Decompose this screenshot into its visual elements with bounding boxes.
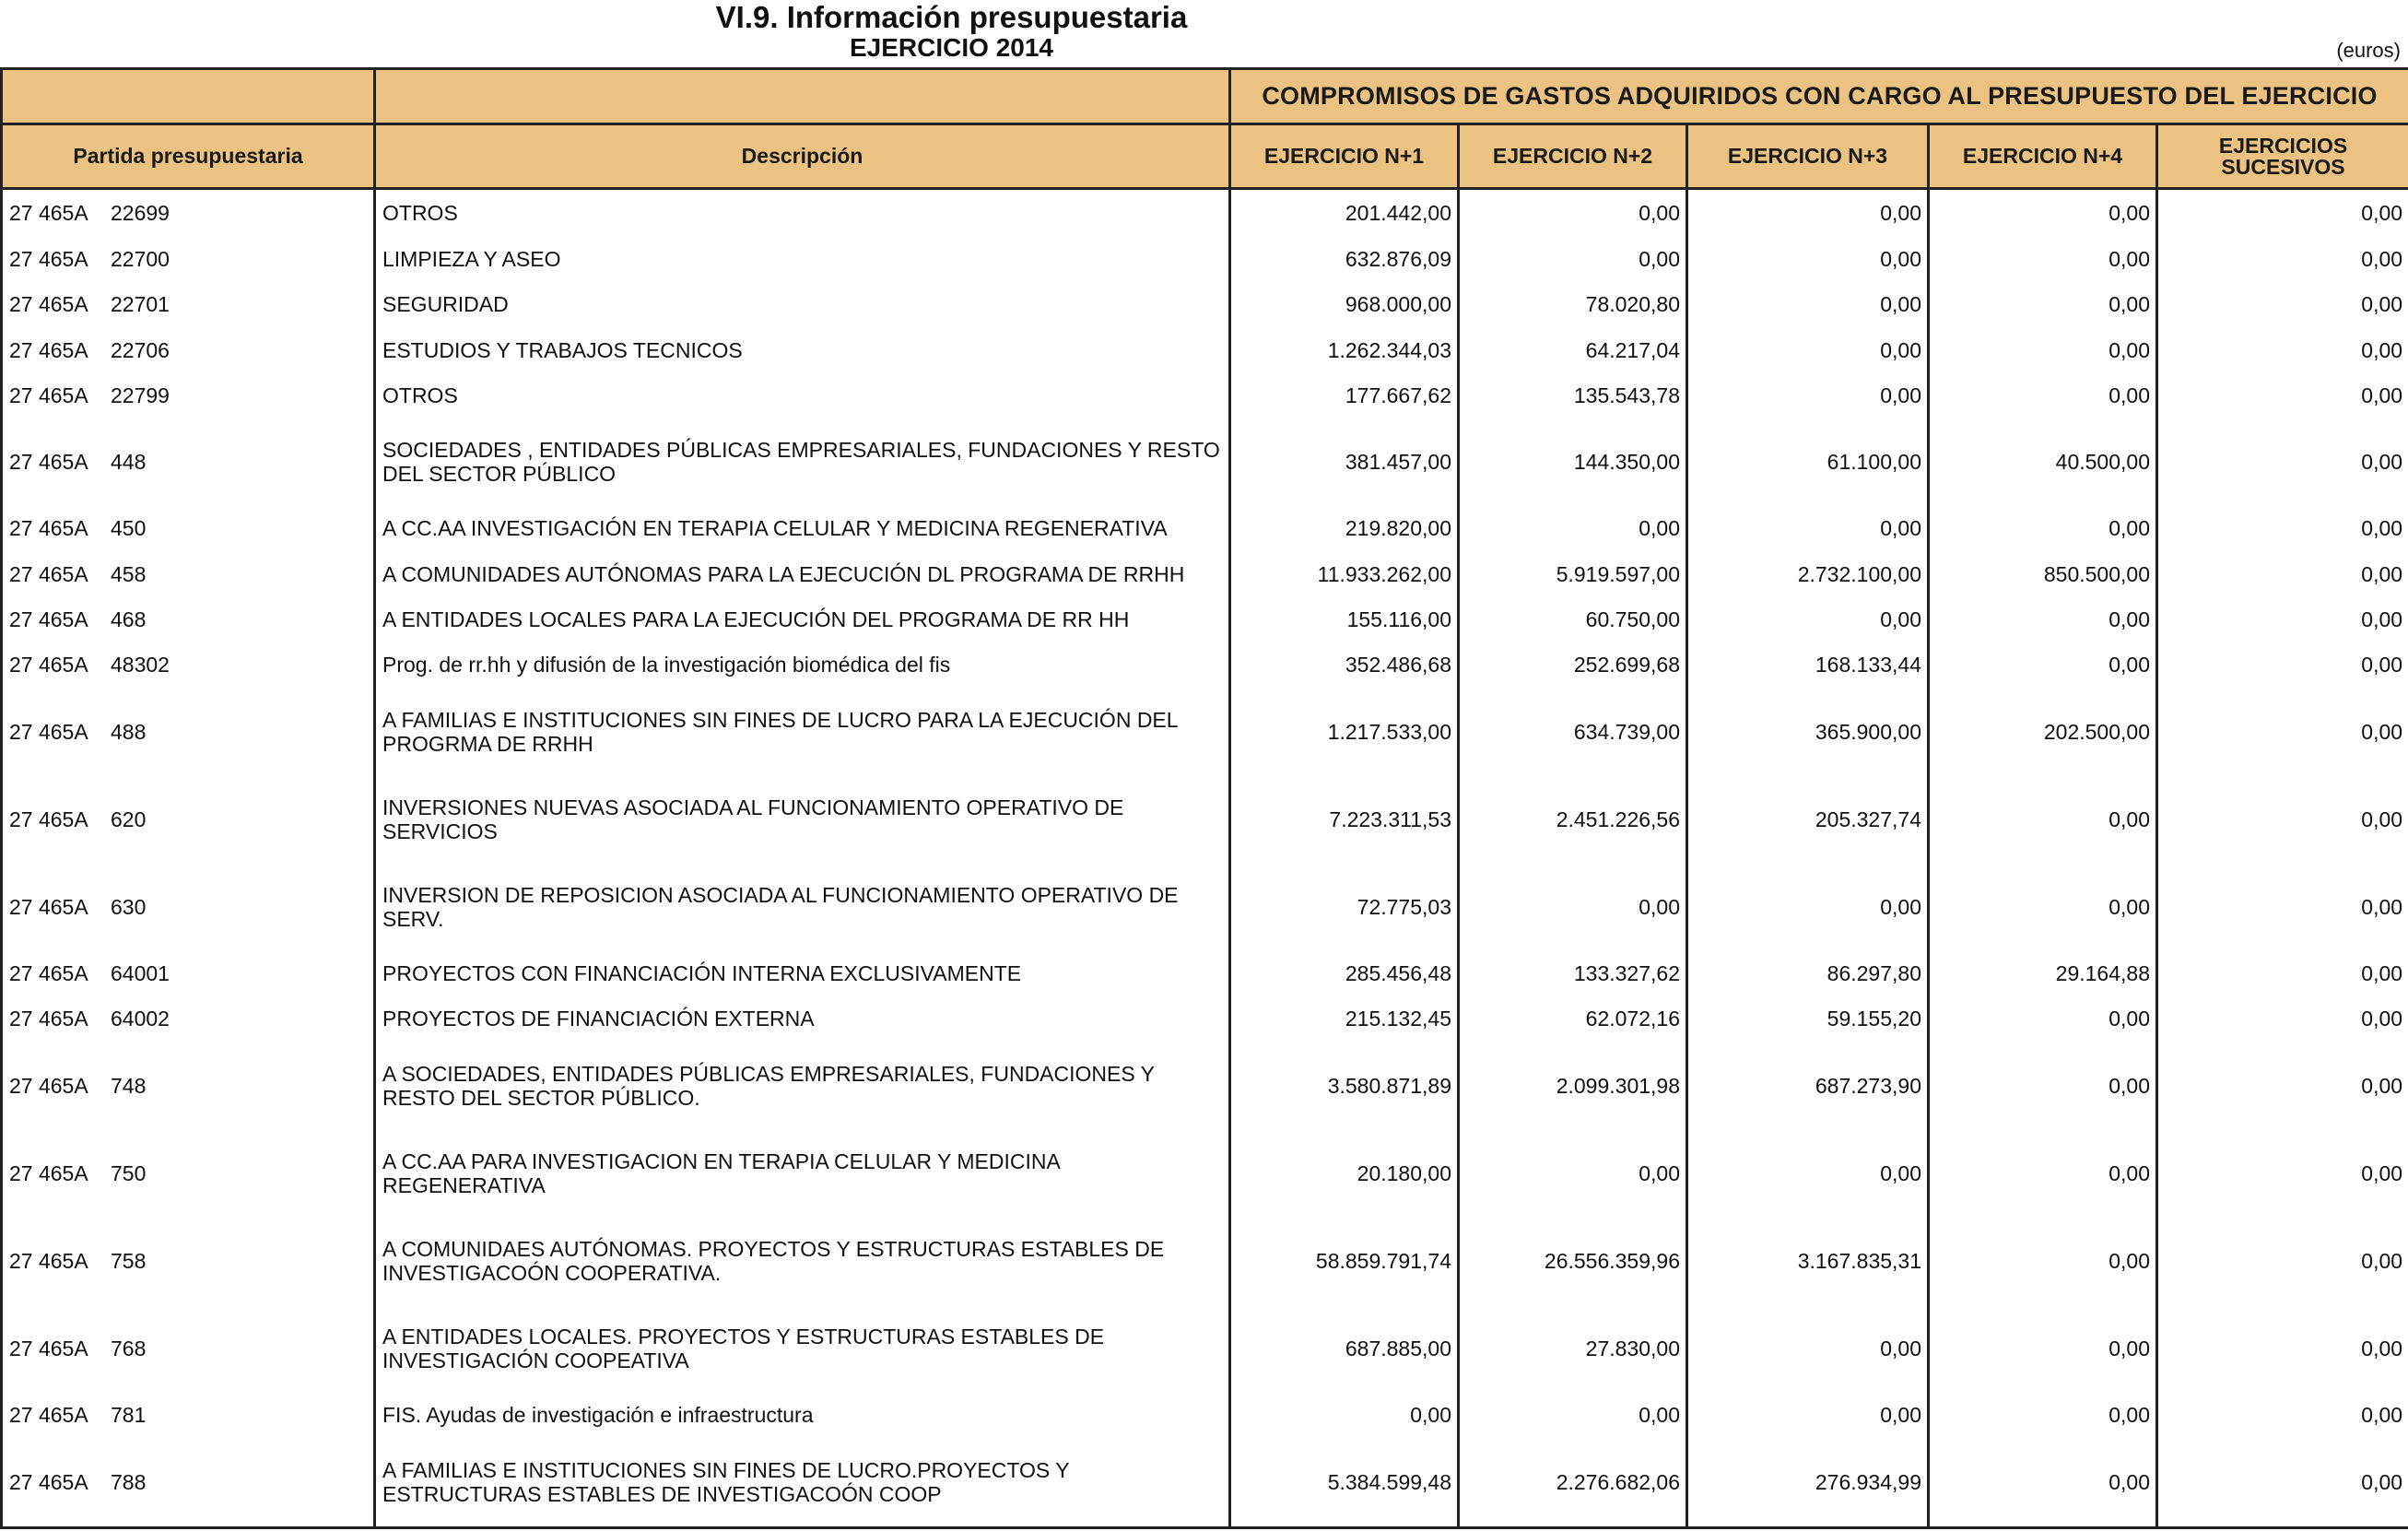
cell-partida: 27 465A 450 bbox=[2, 506, 375, 551]
cell-ejercicios-sucesivos: 0,00 bbox=[2157, 506, 2408, 551]
cell-ejercicio-n2: 2.099.301,98 bbox=[1459, 1042, 1687, 1129]
cell-ejercicio-n4: 202.500,00 bbox=[1929, 688, 2157, 775]
cell-partida: 27 465A 48302 bbox=[2, 642, 375, 688]
cell-ejercicio-n3: 2.732.100,00 bbox=[1687, 551, 1929, 596]
cell-descripcion: PROYECTOS CON FINANCIACIÓN INTERNA EXCLUSIVAMENTE bbox=[375, 950, 1230, 995]
cell-ejercicio-n2: 64.217,04 bbox=[1459, 327, 1687, 372]
cell-ejercicio-n1: 968.000,00 bbox=[1230, 282, 1459, 327]
cell-descripcion: A ENTIDADES LOCALES PARA LA EJECUCIÓN DEL PROGRAMA DE RR HH bbox=[375, 596, 1230, 642]
cell-ejercicios-sucesivos: 0,00 bbox=[2157, 418, 2408, 506]
cell-partida: 27 465A 22706 bbox=[2, 327, 375, 372]
table-row bbox=[2, 775, 2408, 863]
cell-ejercicio-n3: 0,00 bbox=[1687, 1304, 1929, 1392]
cell-partida: 27 465A 630 bbox=[2, 863, 375, 950]
cell-descripcion: A FAMILIAS E INSTITUCIONES SIN FINES DE LUCRO PARA LA EJECUCIÓN DEL PROGRMA DE RRHH bbox=[375, 688, 1230, 775]
cell-ejercicio-n3: 205.327,74 bbox=[1687, 775, 1929, 863]
cell-ejercicio-n1: 0,00 bbox=[1230, 1392, 1459, 1437]
cell-ejercicio-n3: 0,00 bbox=[1687, 506, 1929, 551]
table-row bbox=[2, 189, 2408, 237]
cell-ejercicio-n1: 1.262.344,03 bbox=[1230, 327, 1459, 372]
cell-ejercicio-n4: 0,00 bbox=[1929, 1392, 2157, 1437]
cell-ejercicio-n2: 0,00 bbox=[1459, 236, 1687, 281]
page-title: VI.9. Información presupuestaria bbox=[715, 0, 1188, 34]
table-row bbox=[2, 1304, 2408, 1392]
cell-partida: 27 465A 64001 bbox=[2, 950, 375, 995]
table-row bbox=[2, 950, 2408, 995]
cell-descripcion: OTROS bbox=[375, 372, 1230, 418]
group-header: COMPROMISOS DE GASTOS ADQUIRIDOS CON CARGO AL PRESUPUESTO DEL EJERCICIO bbox=[1230, 69, 2408, 124]
cell-partida: 27 465A 22701 bbox=[2, 282, 375, 327]
cell-ejercicio-n4: 0,00 bbox=[1929, 372, 2157, 418]
cell-ejercicio-n2: 0,00 bbox=[1459, 863, 1687, 950]
cell-ejercicio-n1: 3.580.871,89 bbox=[1230, 1042, 1459, 1129]
cell-ejercicio-n4: 850.500,00 bbox=[1929, 551, 2157, 596]
cell-ejercicios-sucesivos: 0,00 bbox=[2157, 596, 2408, 642]
cell-partida: 27 465A 781 bbox=[2, 1392, 375, 1437]
cell-ejercicio-n4: 0,00 bbox=[1929, 775, 2157, 863]
table-row bbox=[2, 1217, 2408, 1304]
table-row bbox=[2, 642, 2408, 688]
blank-header-cell bbox=[375, 69, 1230, 124]
table-row bbox=[2, 1438, 2408, 1528]
cell-ejercicio-n1: 7.223.311,53 bbox=[1230, 775, 1459, 863]
col-header-n4: EJERCICIO N+4 bbox=[1929, 124, 2157, 189]
cell-descripcion: A SOCIEDADES, ENTIDADES PÚBLICAS EMPRESARIALES, FUNDACIONES Y RESTO DEL SECTOR PÚBLICO. bbox=[375, 1042, 1230, 1129]
cell-partida: 27 465A 488 bbox=[2, 688, 375, 775]
cell-partida: 27 465A 448 bbox=[2, 418, 375, 506]
cell-ejercicio-n3: 0,00 bbox=[1687, 327, 1929, 372]
col-header-sucesivos: EJERCICIOS SUCESIVOS bbox=[2157, 124, 2408, 189]
budget-table bbox=[0, 67, 2408, 1529]
cell-ejercicio-n4: 0,00 bbox=[1929, 1217, 2157, 1304]
cell-descripcion: SOCIEDADES , ENTIDADES PÚBLICAS EMPRESARIALES, FUNDACIONES Y RESTO DEL SECTOR PÚBLICO bbox=[375, 418, 1230, 506]
cell-partida: 27 465A 788 bbox=[2, 1438, 375, 1528]
cell-ejercicio-n4: 0,00 bbox=[1929, 189, 2157, 237]
cell-descripcion: OTROS bbox=[375, 189, 1230, 237]
cell-partida: 27 465A 620 bbox=[2, 775, 375, 863]
table-row bbox=[2, 863, 2408, 950]
cell-ejercicio-n2: 5.919.597,00 bbox=[1459, 551, 1687, 596]
cell-ejercicio-n2: 0,00 bbox=[1459, 1392, 1687, 1437]
cell-ejercicios-sucesivos: 0,00 bbox=[2157, 372, 2408, 418]
cell-partida: 27 465A 22799 bbox=[2, 372, 375, 418]
cell-ejercicios-sucesivos: 0,00 bbox=[2157, 863, 2408, 950]
cell-ejercicios-sucesivos: 0,00 bbox=[2157, 1042, 2408, 1129]
table-row bbox=[2, 506, 2408, 551]
cell-descripcion: A COMUNIDADES AUTÓNOMAS PARA LA EJECUCIÓN DL PROGRAMA DE RRHH bbox=[375, 551, 1230, 596]
cell-ejercicio-n4: 0,00 bbox=[1929, 282, 2157, 327]
table-row bbox=[2, 1129, 2408, 1217]
cell-partida: 27 465A 22700 bbox=[2, 236, 375, 281]
cell-ejercicio-n1: 687.885,00 bbox=[1230, 1304, 1459, 1392]
cell-ejercicio-n3: 0,00 bbox=[1687, 189, 1929, 237]
table-row bbox=[2, 327, 2408, 372]
cell-ejercicio-n3: 0,00 bbox=[1687, 596, 1929, 642]
table-row bbox=[2, 596, 2408, 642]
cell-ejercicio-n2: 27.830,00 bbox=[1459, 1304, 1687, 1392]
cell-ejercicio-n3: 0,00 bbox=[1687, 1392, 1929, 1437]
cell-ejercicio-n2: 252.699,68 bbox=[1459, 642, 1687, 688]
cell-ejercicio-n3: 86.297,80 bbox=[1687, 950, 1929, 995]
cell-ejercicio-n2: 26.556.359,96 bbox=[1459, 1217, 1687, 1304]
cell-ejercicios-sucesivos: 0,00 bbox=[2157, 551, 2408, 596]
units-label: (euros) bbox=[2336, 39, 2401, 62]
cell-descripcion: A CC.AA INVESTIGACIÓN EN TERAPIA CELULAR Y MEDICINA REGENERATIVA bbox=[375, 506, 1230, 551]
table-row bbox=[2, 418, 2408, 506]
cell-ejercicio-n3: 168.133,44 bbox=[1687, 642, 1929, 688]
table-row bbox=[2, 236, 2408, 281]
cell-descripcion: Prog. de rr.hh y difusión de la investigación biomédica del fis bbox=[375, 642, 1230, 688]
cell-ejercicios-sucesivos: 0,00 bbox=[2157, 1129, 2408, 1217]
cell-ejercicio-n1: 11.933.262,00 bbox=[1230, 551, 1459, 596]
cell-ejercicio-n1: 177.667,62 bbox=[1230, 372, 1459, 418]
cell-ejercicio-n1: 285.456,48 bbox=[1230, 950, 1459, 995]
cell-ejercicio-n3: 3.167.835,31 bbox=[1687, 1217, 1929, 1304]
cell-descripcion: INVERSIONES NUEVAS ASOCIADA AL FUNCIONAMIENTO OPERATIVO DE SERVICIOS bbox=[375, 775, 1230, 863]
cell-descripcion: ESTUDIOS Y TRABAJOS TECNICOS bbox=[375, 327, 1230, 372]
col-header-partida: Partida presupuestaria bbox=[2, 124, 375, 189]
cell-descripcion: LIMPIEZA Y ASEO bbox=[375, 236, 1230, 281]
cell-ejercicios-sucesivos: 0,00 bbox=[2157, 1304, 2408, 1392]
table-body bbox=[2, 189, 2408, 1528]
cell-ejercicio-n1: 20.180,00 bbox=[1230, 1129, 1459, 1217]
table-row bbox=[2, 282, 2408, 327]
cell-partida: 27 465A 758 bbox=[2, 1217, 375, 1304]
cell-ejercicio-n2: 144.350,00 bbox=[1459, 418, 1687, 506]
cell-ejercicio-n3: 687.273,90 bbox=[1687, 1042, 1929, 1129]
cell-ejercicio-n4: 0,00 bbox=[1929, 1438, 2157, 1528]
cell-ejercicio-n2: 62.072,16 bbox=[1459, 996, 1687, 1042]
cell-ejercicio-n3: 0,00 bbox=[1687, 863, 1929, 950]
table-row bbox=[2, 372, 2408, 418]
cell-ejercicio-n2: 2.276.682,06 bbox=[1459, 1438, 1687, 1528]
cell-ejercicio-n4: 0,00 bbox=[1929, 863, 2157, 950]
cell-ejercicio-n2: 0,00 bbox=[1459, 189, 1687, 237]
cell-ejercicios-sucesivos: 0,00 bbox=[2157, 950, 2408, 995]
cell-ejercicio-n4: 0,00 bbox=[1929, 236, 2157, 281]
cell-ejercicio-n2: 634.739,00 bbox=[1459, 688, 1687, 775]
cell-ejercicio-n3: 59.155,20 bbox=[1687, 996, 1929, 1042]
cell-descripcion: SEGURIDAD bbox=[375, 282, 1230, 327]
cell-ejercicio-n4: 0,00 bbox=[1929, 1129, 2157, 1217]
cell-partida: 27 465A 768 bbox=[2, 1304, 375, 1392]
cell-ejercicios-sucesivos: 0,00 bbox=[2157, 1392, 2408, 1437]
col-header-n3: EJERCICIO N+3 bbox=[1687, 124, 1929, 189]
cell-ejercicios-sucesivos: 0,00 bbox=[2157, 996, 2408, 1042]
table-row bbox=[2, 996, 2408, 1042]
blank-header-cell bbox=[2, 69, 375, 124]
cell-ejercicio-n1: 215.132,45 bbox=[1230, 996, 1459, 1042]
cell-ejercicio-n4: 0,00 bbox=[1929, 642, 2157, 688]
cell-descripcion: A COMUNIDAES AUTÓNOMAS. PROYECTOS Y ESTRUCTURAS ESTABLES DE INVESTIGACOÓN COOPERATIVA. bbox=[375, 1217, 1230, 1304]
cell-partida: 27 465A 22699 bbox=[2, 189, 375, 237]
cell-ejercicio-n3: 0,00 bbox=[1687, 282, 1929, 327]
cell-ejercicio-n4: 40.500,00 bbox=[1929, 418, 2157, 506]
cell-ejercicio-n2: 0,00 bbox=[1459, 506, 1687, 551]
cell-ejercicio-n4: 0,00 bbox=[1929, 1304, 2157, 1392]
cell-descripcion: A CC.AA PARA INVESTIGACION EN TERAPIA CELULAR Y MEDICINA REGENERATIVA bbox=[375, 1129, 1230, 1217]
cell-ejercicio-n1: 1.217.533,00 bbox=[1230, 688, 1459, 775]
cell-ejercicio-n2: 78.020,80 bbox=[1459, 282, 1687, 327]
table-row bbox=[2, 1042, 2408, 1129]
cell-ejercicio-n1: 632.876,09 bbox=[1230, 236, 1459, 281]
cell-ejercicio-n1: 5.384.599,48 bbox=[1230, 1438, 1459, 1528]
cell-descripcion: INVERSION DE REPOSICION ASOCIADA AL FUNCIONAMIENTO OPERATIVO DE SERV. bbox=[375, 863, 1230, 950]
col-header-descripcion: Descripción bbox=[375, 124, 1230, 189]
table-row bbox=[2, 551, 2408, 596]
col-header-n1: EJERCICIO N+1 bbox=[1230, 124, 1459, 189]
cell-ejercicio-n1: 352.486,68 bbox=[1230, 642, 1459, 688]
cell-descripcion: FIS. Ayudas de investigación e infraestructura bbox=[375, 1392, 1230, 1437]
cell-ejercicios-sucesivos: 0,00 bbox=[2157, 642, 2408, 688]
cell-descripcion: A FAMILIAS E INSTITUCIONES SIN FINES DE LUCRO.PROYECTOS Y ESTRUCTURAS ESTABLES DE INVESTIGACOÓN COOP bbox=[375, 1438, 1230, 1528]
cell-ejercicio-n3: 365.900,00 bbox=[1687, 688, 1929, 775]
cell-ejercicio-n2: 0,00 bbox=[1459, 1129, 1687, 1217]
cell-descripcion: A ENTIDADES LOCALES. PROYECTOS Y ESTRUCTURAS ESTABLES DE INVESTIGACIÓN COOPEATIVA bbox=[375, 1304, 1230, 1392]
cell-ejercicio-n1: 219.820,00 bbox=[1230, 506, 1459, 551]
cell-ejercicio-n1: 155.116,00 bbox=[1230, 596, 1459, 642]
cell-ejercicio-n3: 0,00 bbox=[1687, 372, 1929, 418]
cell-ejercicio-n1: 72.775,03 bbox=[1230, 863, 1459, 950]
cell-descripcion: PROYECTOS DE FINANCIACIÓN EXTERNA bbox=[375, 996, 1230, 1042]
cell-ejercicio-n3: 276.934,99 bbox=[1687, 1438, 1929, 1528]
cell-ejercicios-sucesivos: 0,00 bbox=[2157, 189, 2408, 237]
cell-ejercicio-n3: 0,00 bbox=[1687, 236, 1929, 281]
cell-ejercicio-n3: 61.100,00 bbox=[1687, 418, 1929, 506]
col-header-n2: EJERCICIO N+2 bbox=[1459, 124, 1687, 189]
cell-ejercicios-sucesivos: 0,00 bbox=[2157, 236, 2408, 281]
cell-ejercicio-n1: 201.442,00 bbox=[1230, 189, 1459, 237]
cell-ejercicios-sucesivos: 0,00 bbox=[2157, 327, 2408, 372]
cell-ejercicio-n2: 135.543,78 bbox=[1459, 372, 1687, 418]
cell-partida: 27 465A 64002 bbox=[2, 996, 375, 1042]
cell-ejercicios-sucesivos: 0,00 bbox=[2157, 1217, 2408, 1304]
cell-ejercicio-n4: 29.164,88 bbox=[1929, 950, 2157, 995]
cell-partida: 27 465A 468 bbox=[2, 596, 375, 642]
cell-partida: 27 465A 748 bbox=[2, 1042, 375, 1129]
cell-ejercicio-n1: 381.457,00 bbox=[1230, 418, 1459, 506]
cell-ejercicios-sucesivos: 0,00 bbox=[2157, 282, 2408, 327]
cell-ejercicio-n4: 0,00 bbox=[1929, 596, 2157, 642]
cell-ejercicio-n2: 60.750,00 bbox=[1459, 596, 1687, 642]
cell-ejercicio-n4: 0,00 bbox=[1929, 1042, 2157, 1129]
cell-ejercicio-n4: 0,00 bbox=[1929, 327, 2157, 372]
cell-ejercicio-n2: 133.327,62 bbox=[1459, 950, 1687, 995]
cell-ejercicios-sucesivos: 0,00 bbox=[2157, 775, 2408, 863]
table-row bbox=[2, 688, 2408, 775]
cell-ejercicio-n4: 0,00 bbox=[1929, 506, 2157, 551]
cell-ejercicios-sucesivos: 0,00 bbox=[2157, 688, 2408, 775]
cell-ejercicio-n2: 2.451.226,56 bbox=[1459, 775, 1687, 863]
page-subtitle: EJERCICIO 2014 bbox=[850, 33, 1053, 62]
cell-ejercicios-sucesivos: 0,00 bbox=[2157, 1438, 2408, 1528]
table-row bbox=[2, 1392, 2408, 1437]
cell-ejercicio-n1: 58.859.791,74 bbox=[1230, 1217, 1459, 1304]
cell-partida: 27 465A 458 bbox=[2, 551, 375, 596]
cell-ejercicio-n4: 0,00 bbox=[1929, 996, 2157, 1042]
cell-partida: 27 465A 750 bbox=[2, 1129, 375, 1217]
cell-ejercicio-n3: 0,00 bbox=[1687, 1129, 1929, 1217]
